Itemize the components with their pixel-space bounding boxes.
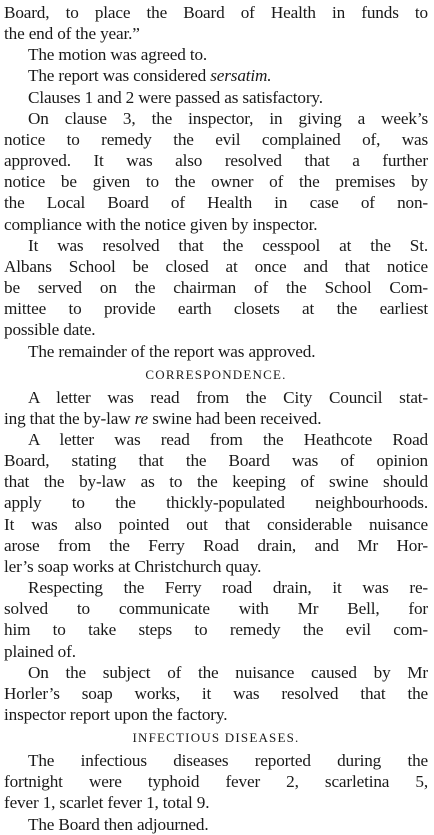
- text-line: [4, 44, 428, 65]
- paragraph: [4, 429, 428, 577]
- text-line: [4, 65, 428, 86]
- line-text: ing that the by-law: [4, 408, 135, 428]
- text-line: [4, 704, 428, 725]
- line-text: On clause 3, the inspector, in giving a week’s: [28, 108, 428, 128]
- line-text: Board, to place the Board of Health in funds to: [4, 3, 428, 22]
- line-text: Horler’s soap works, it was resolved that the: [4, 683, 428, 703]
- line-text: The Board then adjourned.: [28, 814, 209, 834]
- line-text: him to take steps to remedy the evil com-: [4, 620, 428, 640]
- line-text: On the subject of the nuisance caused by Mr: [28, 662, 428, 682]
- line-text: Clauses 1 and 2 were passed as satisfactory.: [28, 87, 323, 107]
- paragraph: [4, 814, 428, 835]
- text-line: [4, 214, 428, 235]
- text-line: [4, 619, 428, 640]
- text-line: [4, 683, 428, 704]
- paragraph: [4, 108, 428, 235]
- line-text: The remainder of the report was approved.: [28, 341, 316, 361]
- text-line: [4, 771, 428, 792]
- text-line: [4, 23, 428, 44]
- text-line: [4, 514, 428, 535]
- line-text: Albans School be closed at once and that notice: [4, 256, 428, 276]
- text-line: [4, 298, 428, 319]
- line-text: possible date.: [4, 320, 96, 340]
- line-text: apply to the thickly-populated neighbourhoods.: [4, 493, 428, 513]
- line-text: that the by-law as to the keeping of swine should: [4, 472, 428, 492]
- line-text: the end of the year.”: [4, 24, 140, 44]
- paragraph: [4, 750, 428, 813]
- section-heading: CORRESPONDENCE.: [145, 366, 287, 382]
- line-text: fortnight were typhoid fever 2, scarletina 5,: [4, 772, 428, 792]
- line-text: A letter was read from the Heathcote Road: [28, 429, 428, 449]
- text-line: [4, 150, 428, 171]
- text-line: [4, 408, 428, 429]
- line-text-after: swine had been received.: [148, 408, 322, 428]
- text-line: [4, 792, 428, 813]
- text-line: [4, 108, 428, 129]
- text-line: [4, 2, 428, 23]
- line-text: mittee to provide earth closets at the earliest: [4, 299, 428, 319]
- text-line: [4, 450, 428, 471]
- line-text: It was also pointed out that considerable nuisance: [4, 514, 428, 534]
- paragraph: [4, 577, 428, 662]
- text-line: [4, 492, 428, 513]
- text-line: [4, 171, 428, 192]
- line-text: arose from the Ferry Road drain, and Mr Hor-: [4, 535, 428, 555]
- text-line: [4, 341, 428, 362]
- paragraph: [4, 65, 428, 86]
- line-text: solved to communicate with Mr Bell, for: [4, 599, 428, 619]
- line-text: The motion was agreed to.: [28, 45, 208, 65]
- text-line: [4, 535, 428, 556]
- paragraph: [4, 44, 428, 65]
- text-line: [4, 750, 428, 771]
- text-line: [4, 235, 428, 256]
- text-line: [4, 319, 428, 340]
- section-heading: INFECTIOUS DISEASES.: [132, 730, 300, 746]
- paragraph: [4, 662, 428, 725]
- line-text: The infectious diseases reported during the: [28, 751, 428, 771]
- paragraph: [4, 341, 428, 362]
- text-line: [4, 556, 428, 577]
- line-text: approved. It was also resolved that a further: [4, 151, 428, 171]
- line-text: inspector report upon the factory.: [4, 705, 228, 724]
- line-text: notice to remedy the evil complained of, was: [4, 129, 428, 149]
- line-text: ler’s soap works at Christchurch quay.: [4, 556, 262, 576]
- text-line: [4, 387, 428, 408]
- text-line: [4, 598, 428, 619]
- italic-text: re: [134, 408, 149, 428]
- italic-text: sersatim.: [210, 66, 272, 86]
- paragraph: [4, 87, 428, 108]
- line-text: plained of.: [4, 641, 76, 661]
- text-line: [4, 814, 428, 835]
- line-text: be served on the chairman of the School Com-: [4, 278, 428, 298]
- line-text: A letter was read from the City Council stat-: [28, 387, 428, 407]
- text-line: [4, 256, 428, 277]
- text-line: [4, 192, 428, 213]
- line-text: It was resolved that the cesspool at the St.: [28, 235, 428, 255]
- line-text: the Local Board of Health in case of non-: [4, 193, 428, 213]
- line-text: compliance with the notice given by inspector.: [4, 214, 318, 234]
- text-line: [4, 662, 428, 683]
- line-text: fever 1, scarlet fever 1, total 9.: [4, 793, 210, 813]
- line-text: Respecting the Ferry road drain, it was re-: [28, 578, 428, 598]
- paragraph: [4, 387, 428, 429]
- text-line: [4, 577, 428, 598]
- text-line: [4, 87, 428, 108]
- paragraph: [4, 2, 428, 44]
- text-line: [4, 129, 428, 150]
- paragraph: [4, 235, 428, 341]
- text-line: [4, 641, 428, 662]
- text-line: [4, 429, 428, 450]
- text-line: [4, 471, 428, 492]
- line-text: notice be given to the owner of the premises by: [4, 172, 428, 192]
- line-text: The report was considered: [28, 66, 211, 86]
- line-text: Board, stating that the Board was of opinion: [4, 451, 428, 471]
- text-line: [4, 277, 428, 298]
